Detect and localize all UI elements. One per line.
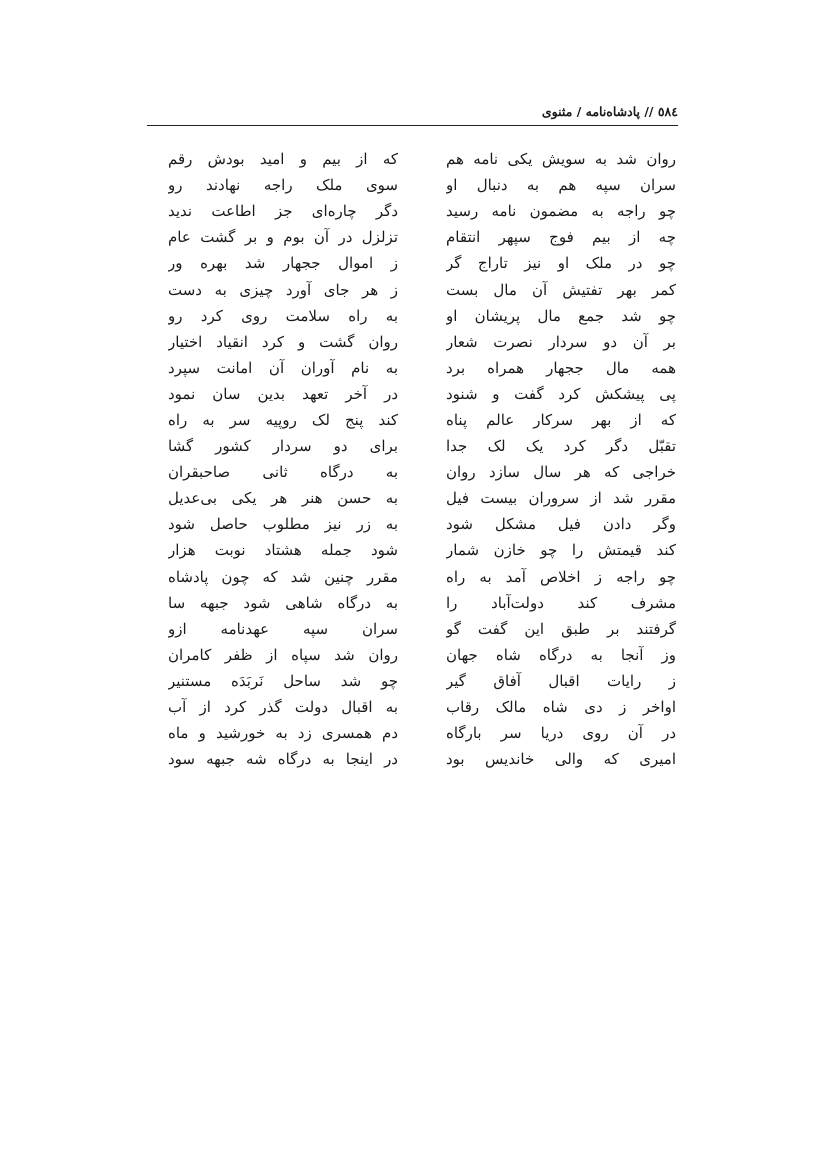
couplet (168, 146, 676, 172)
couplet (168, 746, 676, 772)
second-hemistich: چو شد ساحل نَربَدَه مستنیر (168, 671, 398, 690)
second-hemistich: به زر نیز مطلوب حاصل شود (168, 515, 398, 534)
first-hemistich: وگر دادن فیل مشکل شود (446, 515, 676, 534)
second-hemistich: سوی ملک راجه نهادند رو (168, 176, 398, 195)
second-hemistich: به اقبال دولت گذر کرد از آب (168, 698, 398, 717)
second-hemistich: به درگاه شاهی شود جبهه سا (168, 593, 398, 612)
couplet (168, 459, 676, 485)
first-hemistich: ز رایات اقبال آفاق گیر (446, 671, 676, 690)
first-hemistich: مشرف کند دولت‌آباد را (446, 593, 676, 612)
second-hemistich: تزلزل در آن بوم و بر گشت عام (168, 228, 398, 247)
couplet (168, 590, 676, 616)
first-hemistich: اواخر ز دی شاه مالک رقاب (446, 698, 676, 717)
first-hemistich: چو راجه به مضمون نامه رسید (446, 202, 676, 221)
first-hemistich: که از بهر سرکار عالم پناه (446, 410, 676, 429)
couplet (168, 224, 676, 250)
second-hemistich: شود جمله هشتاد نوبت هزار (168, 541, 398, 560)
second-hemistich: روان گشت و کرد انقیاد اختیار (168, 332, 398, 351)
couplet (168, 303, 676, 329)
second-hemistich: دگر چاره‌ای جز اطاعت ندید (168, 202, 398, 221)
couplet (168, 564, 676, 590)
first-hemistich: همه مال ججهار همراه برد (446, 358, 676, 377)
first-hemistich: چه از بیم فوج سپهر انتقام (446, 228, 676, 247)
second-hemistich: ز اموال ججهار شد بهره ور (168, 254, 398, 273)
couplet (168, 720, 676, 746)
couplet (168, 668, 676, 694)
couplet (168, 355, 676, 381)
second-hemistich: کند پنج لک روپیه سر به راه (168, 410, 398, 429)
second-hemistich: به نام آوران آن امانت سپرد (168, 358, 398, 377)
second-hemistich: در اینجا به درگاه شه جبهه سود (168, 750, 398, 769)
second-hemistich: به حسن هنر هر یکی بی‌عدیل (168, 489, 398, 508)
first-hemistich: چو شد جمع مال پریشان او (446, 306, 676, 325)
second-hemistich: روان شد سپاه از ظفر کامران (168, 645, 398, 664)
first-hemistich: روان شد به سویش یکی نامه هم (446, 150, 676, 169)
first-hemistich: چو در ملک او نیز تاراج گر (446, 254, 676, 273)
couplet (168, 694, 676, 720)
first-hemistich: پی پیشکش کرد گفت و شنود (446, 384, 676, 403)
couplet (168, 537, 676, 563)
second-hemistich: که از بیم و امید بودش رقم (168, 150, 398, 169)
second-hemistich: ز هر جای آورد چیزی به دست (168, 280, 398, 299)
second-hemistich: در آخر تعهد بدین سان نمود (168, 384, 398, 403)
running-header (147, 100, 678, 126)
first-hemistich: چو راجه ز اخلاص آمد به راه (446, 567, 676, 586)
page-number-and-book-title: ٥٨٤ // پادشاه‌نامه / مثنوی (541, 104, 678, 119)
couplet (168, 485, 676, 511)
second-hemistich: سران سپه عهدنامه ازو (168, 619, 398, 638)
couplet (168, 381, 676, 407)
couplet (168, 276, 676, 302)
second-hemistich: برای دو سردار کشور گشا (168, 437, 398, 456)
couplet (168, 407, 676, 433)
second-hemistich: به راه سلامت روی کرد رو (168, 306, 398, 325)
couplet (168, 511, 676, 537)
couplet (168, 616, 676, 642)
first-hemistich: در آن روی دریا سر بارگاه (446, 724, 676, 743)
first-hemistich: خراجی که هر سال سازد روان (446, 463, 676, 482)
header-rule (147, 125, 678, 126)
first-hemistich: بر آن دو سردار نصرت شعار (446, 332, 676, 351)
couplet (168, 642, 676, 668)
poem-body (168, 146, 676, 772)
first-hemistich: وز آنجا به درگاه شاه جهان (446, 645, 676, 664)
first-hemistich: امیری که والی خاندیس بود (446, 750, 676, 769)
first-hemistich: گرفتند بر طبق این گفت گو (446, 619, 676, 638)
second-hemistich: مقرر چنین شد که چون پادشاه (168, 567, 398, 586)
couplet (168, 250, 676, 276)
couplet (168, 198, 676, 224)
second-hemistich: به درگاه ثانی صاحبقران (168, 463, 398, 482)
couplet (168, 172, 676, 198)
first-hemistich: مقرر شد از سروران بیست فیل (446, 489, 676, 508)
second-hemistich: دم همسری زد به خورشید و ماه (168, 724, 398, 743)
couplet (168, 329, 676, 355)
couplet (168, 433, 676, 459)
first-hemistich: سران سپه هم به دنبال او (446, 176, 676, 195)
first-hemistich: کمر بهر تفتیش آن مال بست (446, 280, 676, 299)
first-hemistich: کند قیمتش را چو خازن شمار (446, 541, 676, 560)
first-hemistich: تقبّل دگر کرد یک لک جدا (446, 437, 676, 456)
